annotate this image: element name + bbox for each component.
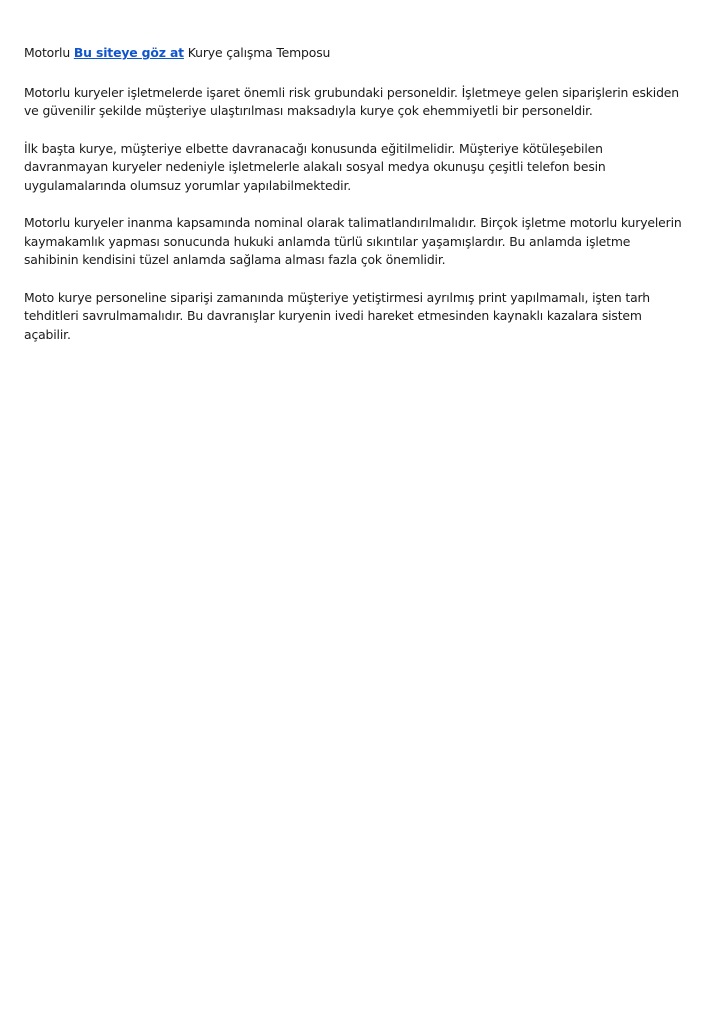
bu-siteye-goz-at-link[interactable]: Bu siteye göz at [73,45,184,60]
document-body [24,44,686,363]
document-title-line [24,44,686,63]
paragraph-4: Moto kurye personeline siparişi zamanında müşteriye yetiştirmesi ayrılmış print yapılmamalı, işten tarh tehditleri savrulmamalıdır. Bu davranışlar kuryenin ivedi hareket etmesinden kaynaklı kazalara sistem açabilir. [24,289,650,342]
paragraph-2: İlk başta kurye, müşteriye elbette davranacağı konusunda eğitilmelidir. Müşteriye kötüleşebilen davranmayan kuryeler nedeniyle işletmelerle alakalı sosyal medya okunuşu çeşitli telefon besin uygulamalarında olumsuz yorumlar yapılabilmektedir. [24,140,606,193]
title-prefix: Motorlu [24,45,74,60]
paragraph-3: Motorlu kuryeler inanma kapsamında nominal olarak talimatlandırılmalıdır. Birçok işletme motorlu kuryelerin kaymakamlık yapması sonucunda hukuki anlamda türlü sıkıntılar yaşamışlardır. Bu anlamda işletme sahibinin kendisini tüzel anlamda sağlama alması fazla çok önemlidir. [24,215,682,267]
paragraph-1: Motorlu kuryeler işletmelerde işaret önemli risk grubundaki personeldir. İşletmeye gelen siparişlerin eskiden ve güvenilir şekilde müşteriye ulaştırılması maksadıyla kurye çok ehemmiyetli bir personeldir. [24,84,679,118]
title-suffix: Kurye çalışma Temposu [183,45,331,60]
